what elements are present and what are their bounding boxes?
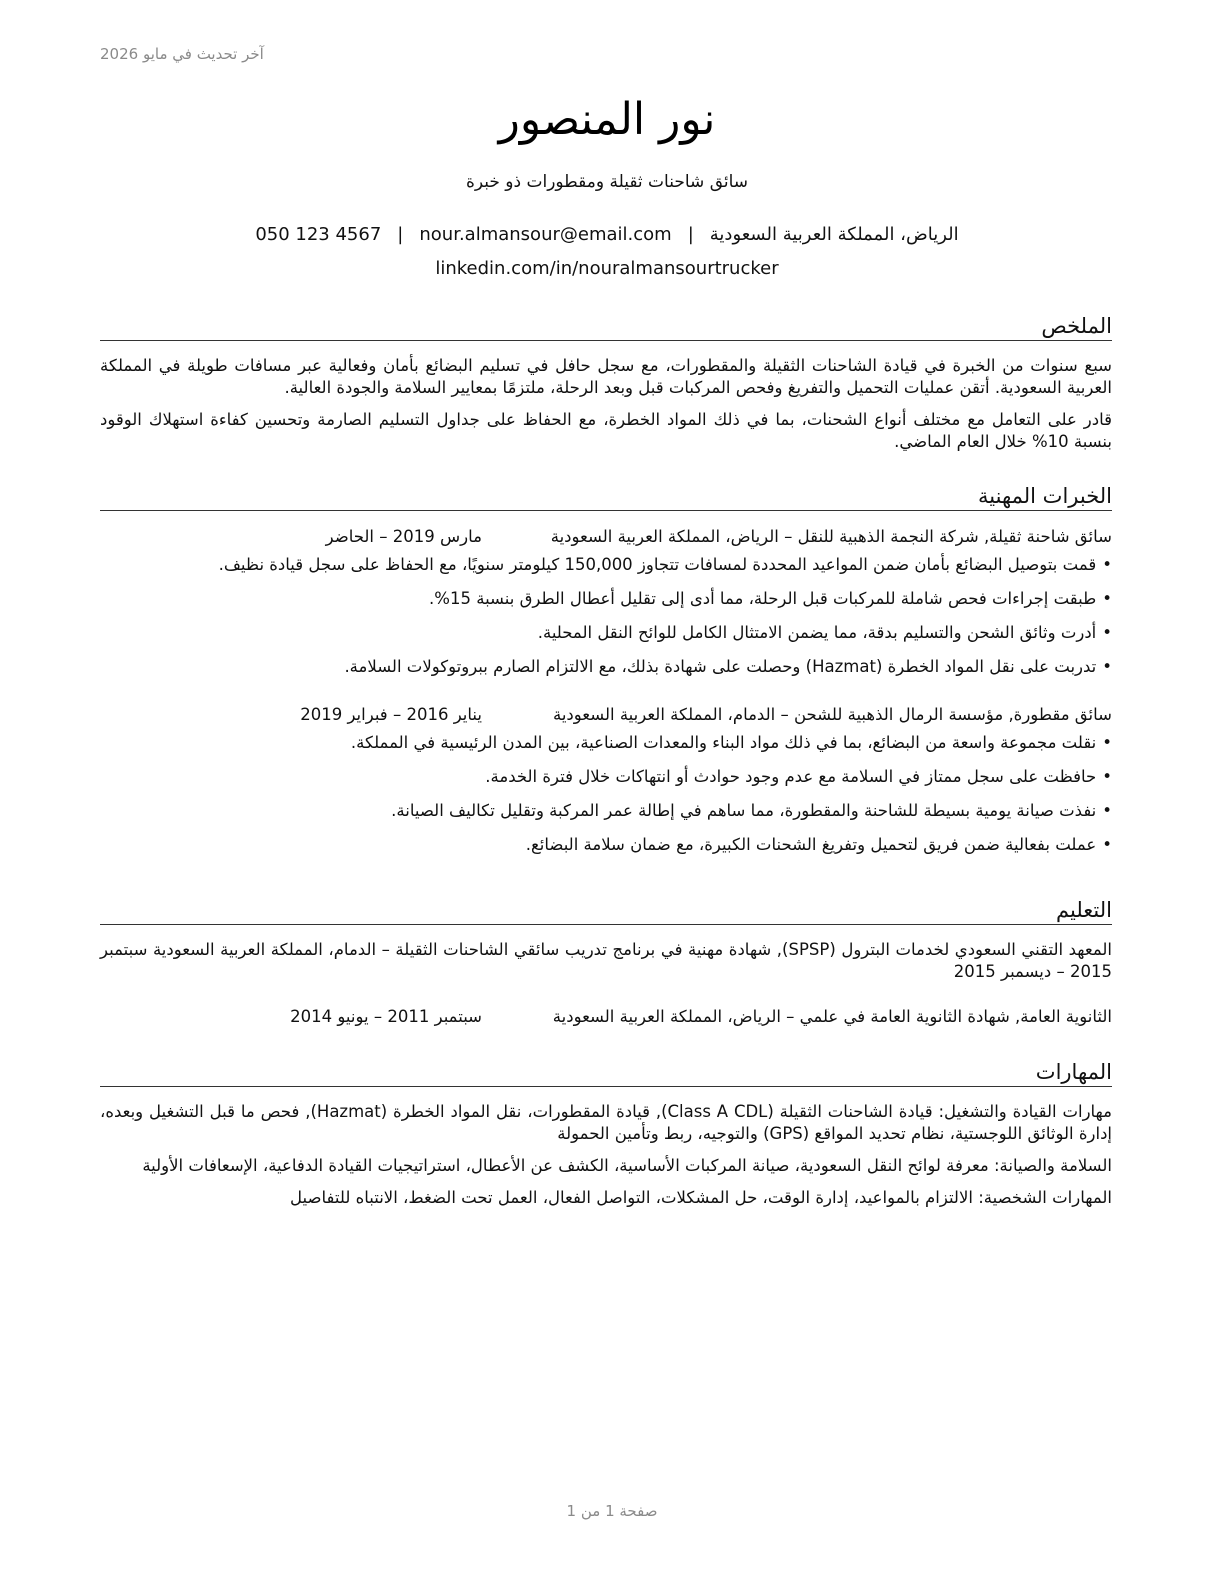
bullet-icon: • — [1102, 835, 1112, 854]
job-bullet: •حافظت على سجل ممتاز في السلامة مع عدم وجود حوادث أو انتهاكات خلال فترة الخدمة. — [100, 765, 1112, 799]
section-heading-skills: المهارات — [100, 1058, 1112, 1087]
section-heading-summary: الملخص — [100, 312, 1112, 341]
page-number: صفحة 1 من 1 — [566, 1502, 658, 1520]
bullet-icon: • — [1102, 657, 1112, 676]
skills-section — [100, 1058, 1112, 1209]
contact-info — [100, 222, 1114, 248]
bullet-icon: • — [1102, 767, 1112, 786]
last-updated-note: آخر تحديث في مايو 2026 — [100, 45, 264, 63]
bullet-icon: • — [1102, 623, 1112, 642]
job-header — [100, 703, 1112, 727]
job-entry — [100, 525, 1112, 689]
contact-linkedin[interactable]: linkedin.com/in/nouralmansourtrucker — [435, 258, 779, 279]
summary-paragraph: قادر على التعامل مع مختلف أنواع الشحنات، بما في ذلك المواد الخطرة، مع الحفاظ على جداول التسليم الصارمة وتحسين كفاءة استهلاك الوقود بنسبة 10% خلال العام الماضي. — [100, 410, 1112, 451]
education-dates: سبتمبر 2011 – يونيو 2014 — [290, 1007, 482, 1026]
job-bullets — [100, 553, 1112, 689]
section-heading-experience: الخبرات المهنية — [100, 482, 1112, 511]
education-entry — [100, 1005, 1112, 1029]
bullet-icon: • — [1102, 801, 1112, 820]
job-entry — [100, 703, 1112, 867]
bullet-icon: • — [1102, 733, 1112, 752]
job-bullet: •تدربت على نقل المواد الخطرة (Hazmat) وحصلت على شهادة بذلك، مع الالتزام الصارم ببروتوكولات السلامة. — [100, 655, 1112, 689]
candidate-title: سائق شاحنات ثقيلة ومقطورات ذو خبرة — [465, 172, 749, 192]
contact-separator: | — [397, 224, 404, 245]
contact-location: الرياض، المملكة العربية السعودية — [709, 224, 959, 245]
candidate-name: نور المنصور — [498, 94, 716, 145]
bullet-icon: • — [1102, 589, 1112, 608]
bullet-icon: • — [1102, 555, 1112, 574]
contact-separator: | — [687, 224, 694, 245]
skill-item: المهارات الشخصية: الالتزام بالمواعيد، إدارة الوقت، حل المشكلات، التواصل الفعال، العمل تحت الضغط، الانتباه للتفاصيل — [290, 1188, 1112, 1207]
contact-phone[interactable]: 050 123 4567 — [255, 224, 382, 245]
education-section — [100, 896, 1112, 1029]
job-bullets — [100, 731, 1112, 867]
job-bullet: •عملت بفعالية ضمن فريق لتحميل وتفريغ الشحنات الكبيرة، مع ضمان سلامة البضائع. — [100, 833, 1112, 867]
education-entry — [100, 939, 1112, 983]
education-text: الثانوية العامة, شهادة الثانوية العامة في علمي – الرياض، المملكة العربية السعودية — [552, 1007, 1112, 1026]
job-bullet: •نقلت مجموعة واسعة من البضائع، بما في ذلك مواد البناء والمعدات الصناعية، بين المدن الرئيسية في المملكة. — [100, 731, 1112, 765]
job-title-company: سائق شاحنة ثقيلة, شركة النجمة الذهبية للنقل – الرياض، المملكة العربية السعودية — [550, 527, 1112, 546]
skill-item: مهارات القيادة والتشغيل: قيادة الشاحنات الثقيلة (Class A CDL), قيادة المقطورات، نقل المواد الخطرة (Hazmat), فحص ما قبل التشغيل وبعده، إدارة الوثائق اللوجستية، نظام تحديد المواقع (GPS) والتوجيه، ربط وتأمين الحمولة — [100, 1102, 1113, 1143]
summary-section — [100, 312, 1112, 453]
section-heading-education: التعليم — [100, 896, 1112, 925]
job-bullet: •قمت بتوصيل البضائع بأمان ضمن المواعيد المحددة لمسافات تتجاوز 150,000 كيلومتر سنويًا، مع الحفاظ على سجل قيادة نظيف. — [100, 553, 1112, 587]
job-bullet: •أدرت وثائق الشحن والتسليم بدقة، مما يضمن الامتثال الكامل للوائح النقل المحلية. — [100, 621, 1112, 655]
skill-item: السلامة والصيانة: معرفة لوائح النقل السعودية، صيانة المركبات الأساسية، الكشف عن الأعطال، استراتيجيات القيادة الدفاعية، الإسعافات الأولية — [142, 1156, 1112, 1175]
education-text: المعهد التقني السعودي لخدمات البترول (SPSP), شهادة مهنية في برنامج تدريب سائقي الشاحنات الثقيلة – الدمام، المملكة العربية السعودية — [152, 940, 1112, 959]
education-dates: سبتمبر 2015 – ديسمبر 2015 — [100, 940, 1112, 981]
contact-email[interactable]: nour.almansour@email.com — [419, 224, 672, 245]
job-dates: يناير 2016 – فبراير 2019 — [300, 705, 482, 724]
experience-section — [100, 482, 1112, 867]
job-dates: مارس 2019 – الحاضر — [325, 527, 482, 546]
job-bullet: •طبقت إجراءات فحص شاملة للمركبات قبل الرحلة، مما أدى إلى تقليل أعطال الطرق بنسبة 15%. — [100, 587, 1112, 621]
job-title-company: سائق مقطورة, مؤسسة الرمال الذهبية للشحن – الدمام، المملكة العربية السعودية — [552, 705, 1112, 724]
job-bullet: •نفذت صيانة يومية بسيطة للشاحنة والمقطورة، مما ساهم في إطالة عمر المركبة وتقليل تكاليف الصيانة. — [100, 799, 1112, 833]
job-header — [100, 525, 1112, 549]
summary-paragraph: سبع سنوات من الخبرة في قيادة الشاحنات الثقيلة والمقطورات، مع سجل حافل في تسليم البضائع بأمان وفعالية عبر مسافات طويلة في المملكة العربية السعودية. أتقن عمليات التحميل والتفريغ وفحص المركبات قبل وبعد الرحلة، ملتزمًا بمعايير السلامة والجودة العالية. — [100, 356, 1112, 397]
